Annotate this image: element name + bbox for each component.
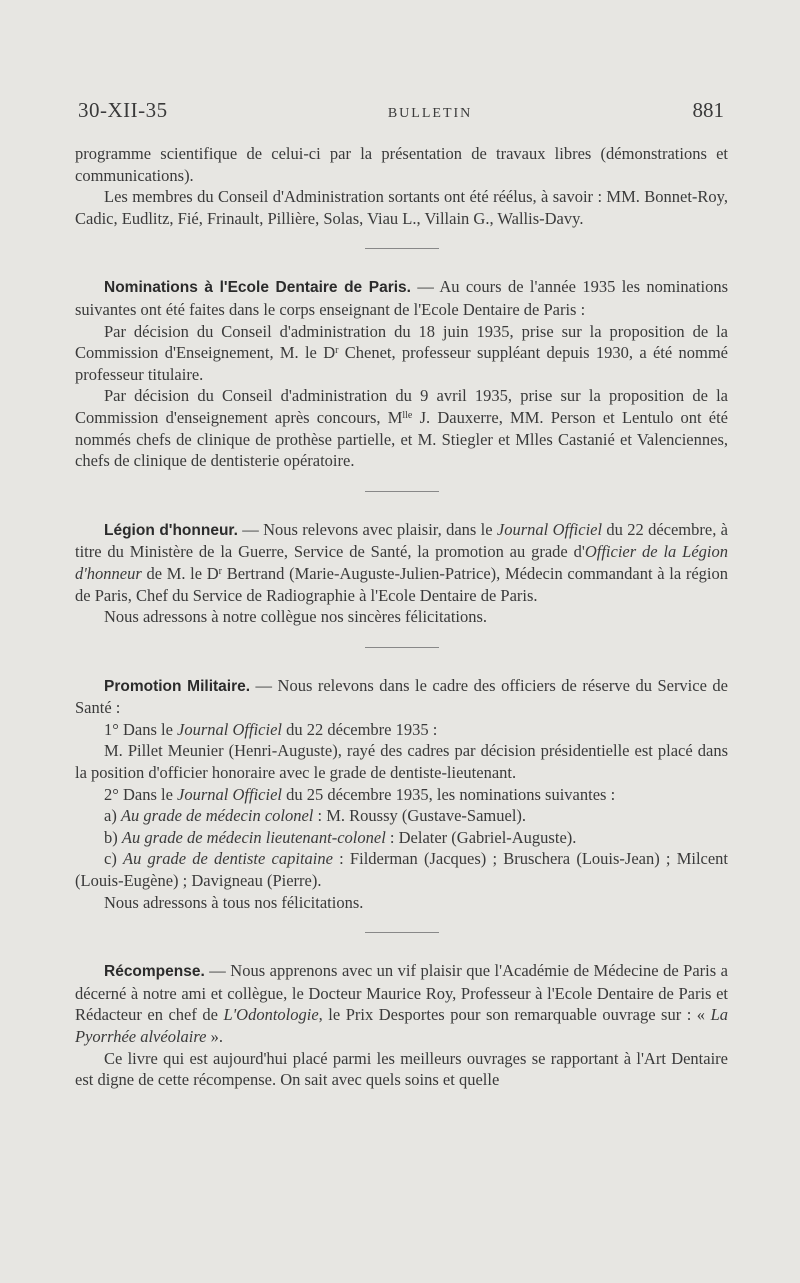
page-number: 881 — [692, 98, 724, 122]
promotion-lead: Promotion Militaire. — Nous relevons dans le cadre des officiers de réserve du Service de Santé : — [75, 675, 728, 718]
intro-paragraph-1: programme scientifique de celui-ci par la présentation de travaux libres (démonstrations et communications). — [75, 144, 728, 185]
nominations-lead: Nominations à l'Ecole Dentaire de Paris. — Au cours de l'année 1935 les nominations suivantes ont été faites dans le corps enseignant de l'Ecole Dentaire de Paris : — [75, 277, 728, 319]
promotion-item-b: b) Au grade de médecin lieutenant-colonel : Delater (Gabriel-Auguste). — [104, 827, 577, 847]
issue-date: 30-XII-35 — [78, 98, 168, 122]
running-header — [78, 98, 724, 123]
journal-title: BULLETIN — [387, 106, 473, 121]
promotion-closing: Nous adressons à tous nos félicitations. — [104, 892, 364, 912]
recompense-heading: Récompense. — [104, 963, 205, 981]
legion-paragraph-2: Nous adressons à notre collègue nos sincères félicitations. — [104, 607, 488, 627]
nominations-heading: Nominations à l'Ecole Dentaire de Paris. — [104, 279, 411, 297]
recompense-paragraph-1: Récompense. — Nous apprenons avec un vif plaisir que l'Académie de Médecine de Paris a décerné à notre ami et collègue, le Docteur Maurice Roy, Professeur à l'Ecole Dentaire de Paris et Rédacteur en chef de L'Odontologie, le Prix Desportes pour son remarquable ouvrage sur : « La Pyorrhée alvéolaire ». — [75, 961, 729, 1046]
promotion-item-1-text: M. Pillet Meunier (Henri-Auguste), rayé des cadres par décision présidentielle est placé dans la position d'officier honoraire avec le grade de dentiste-lieutenant. — [75, 741, 728, 783]
legion-heading: Légion d'honneur. — [104, 521, 238, 539]
promotion-item-a: a) Au grade de médecin colonel : M. Roussy (Gustave-Samuel). — [104, 806, 527, 826]
nominations-paragraph-2: Par décision du Conseil d'administration du 9 avril 1935, prise sur la proposition de la Commission d'enseignement après concours, $M^{lle}$ J. Dauxerre, MM. Person et Lentulo ont été nommés chefs de clinique de prothèse partielle, et M. Stiegler et Mlles Castanié et Valenciennes, chefs de clinique de dentisterie opératoire. — [75, 386, 728, 471]
promotion-heading: Promotion Militaire. — [104, 677, 251, 695]
nominations-paragraph-1: Par décision du Conseil d'administration du 18 juin 1935, prise sur la proposition de la Commission d'Enseignement, M. le $D^r$ Chenet, professeur suppléant depuis 1930, a été nommé professeur titulaire. — [75, 321, 728, 384]
promotion-item-c: c) Au grade de dentiste capitaine : Filderman (Jacques) ; Bruschera (Louis-Jean) ; Milcent (Louis-Eugène) ; Davigneau (Pierre). — [75, 849, 729, 891]
article-body — [75, 143, 728, 1091]
intro-paragraph-2: Les membres du Conseil d'Administration sortants ont été réélus, à savoir : MM. Bonnet-Roy, Cadic, Eudlitz, Fié, Frinault, Pillière, Solas, Viau L., Villain G., Wallis-Davy. — [75, 187, 728, 228]
legion-paragraph-1: Légion d'honneur. — Nous relevons avec plaisir, dans le Journal Officiel du 22 décembre, à titre du Ministère de la Guerre, Service de Santé, la promotion au grade d'Officier de la Légion d'honneur de M. le $D^r$ Bertrand (Marie-Auguste-Julien-Patrice), Médecin commandant à la région de Paris, Chef du Service de Radiographie à l'Ecole Dentaire de Paris. — [75, 519, 728, 605]
promotion-item-2: 2° Dans le Journal Officiel du 25 décembre 1935, les nominations suivantes : — [104, 784, 616, 804]
recompense-paragraph-2: Ce livre qui est aujourd'hui placé parmi les meilleurs ouvrages se rapportant à l'Art Dentaire est digne de cette récompense. On sait avec quels soins et quelle — [75, 1048, 728, 1090]
promotion-item-1: 1° Dans le Journal Officiel du 22 décembre 1935 : — [104, 719, 438, 739]
